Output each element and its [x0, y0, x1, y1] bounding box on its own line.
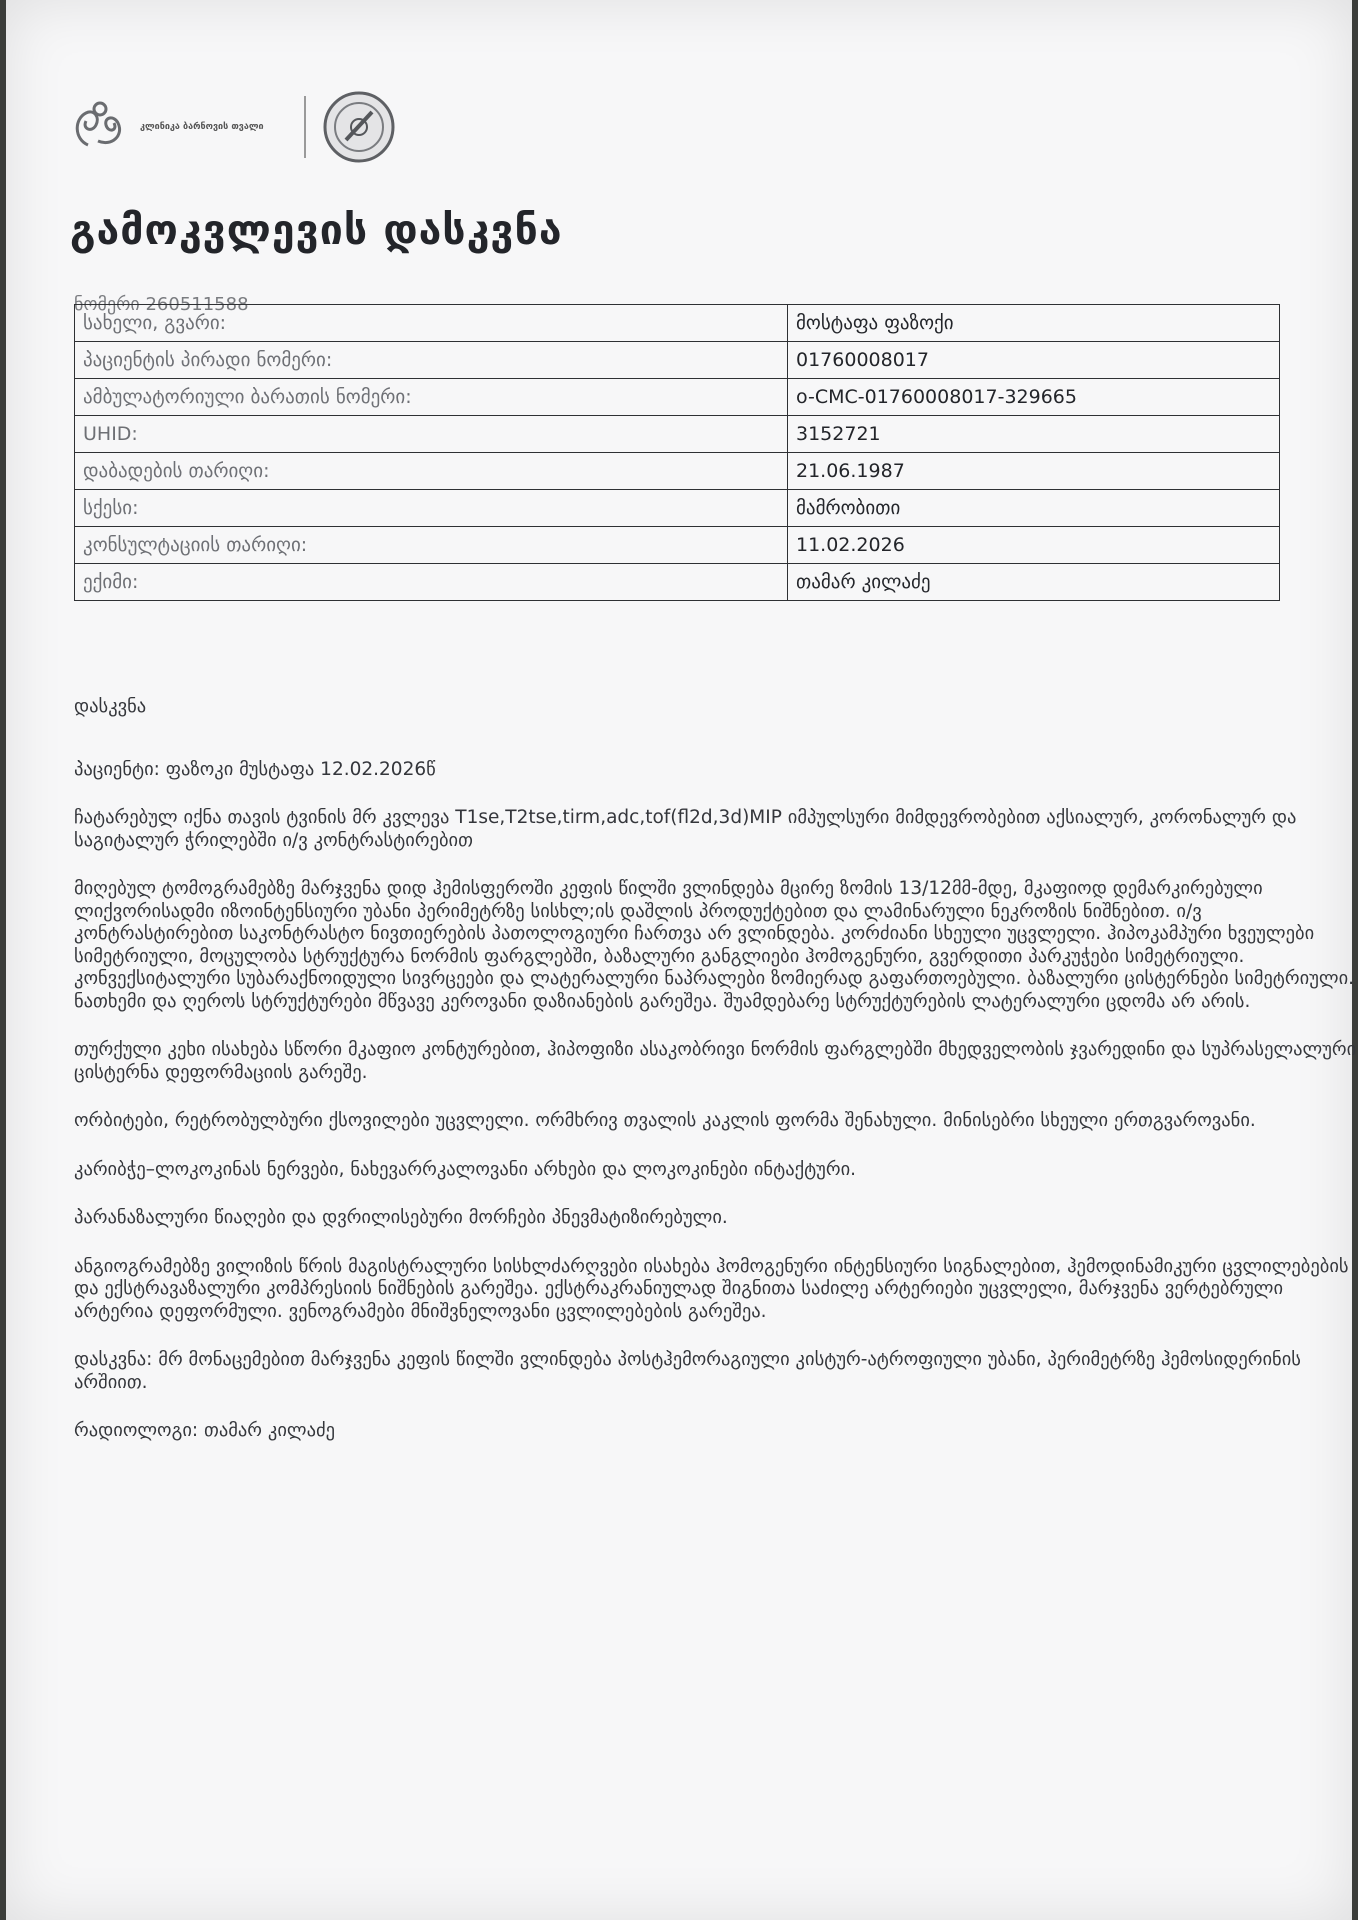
patient-info-row — [75, 379, 1280, 416]
patient-line: პაციენტი: ფაზოკი მუსტაფა 12.02.2026წ — [74, 758, 436, 780]
patient-info-label: დაბადების თარიღი: — [75, 453, 788, 490]
patient-info-label: ექიმი: — [75, 564, 788, 601]
clinic-emblem-icon — [68, 95, 132, 159]
patient-info-row — [75, 453, 1280, 490]
patient-info-label: სახელი, გვარი: — [75, 305, 788, 342]
patient-info-label: კონსულტაციის თარიღი: — [75, 527, 788, 564]
patient-info-label: UHID: — [75, 416, 788, 453]
report-body — [74, 696, 1358, 1469]
patient-info-value: მოსტაფა ფაზოქი — [788, 305, 1280, 342]
patient-info-row — [75, 490, 1280, 527]
report-paragraph: ჩატარებულ იქნა თავის ტვინის მრ კვლევა T1se,T2tse,tirm,adc,tof(fl2d,3d)MIP იმპულსური მიმდევრობებით აქსიალურ, კორონალურ და საგიტალურ ჭრილებში ი/ვ კონტრასტირებით — [74, 807, 1297, 851]
clinic-seal-icon — [322, 90, 396, 164]
patient-info-value: 01760008017 — [788, 342, 1280, 379]
patient-info-row — [75, 416, 1280, 453]
report-paragraph: ორბიტები, რეტრობულბური ქსოვილები უცვლელი. ორმხრივ თვალის კაკლის ფორმა შენახული. მინისებრი სხეული ერთგვაროვანი. — [74, 1110, 1256, 1131]
document-number: ნომერი 260511588 — [74, 294, 249, 315]
patient-info-table — [74, 304, 1280, 601]
patient-info-row — [75, 564, 1280, 601]
report-paragraph: ანგიოგრამებზე ვილიზის წრის მაგისტრალური სისხლძარღვები ისახება ჰომოგენური ინტენსიური სიგნალებით, ჰემოდინამიკური ცვლილებების და ექსტრავაზალური კომპრესიის ნიშნების გარეშეა. ექსტრაკრანიულად შიგნითა საძილე არტერიები უცვლელი, მარჯვენა ვერტებრული არტერია დეფორმული. ვენოგრამები მნიშვნელოვანი ცვლილებების გარეშეა. — [74, 1255, 1349, 1322]
radiologist-signature: რადიოლოგი: თამარ კილაძე — [74, 1420, 336, 1441]
patient-info-value: o-CMC-01760008017-329665 — [788, 379, 1280, 416]
logo-divider — [304, 96, 306, 158]
section-title: დასკვნა — [74, 696, 147, 717]
patient-info-value: 21.06.1987 — [788, 453, 1280, 490]
report-paragraph: მიღებულ ტომოგრამებზე მარჯვენა დიდ ჰემისფეროში კეფის წილში ვლინდება მცირე ზომის 13/12მმ-მდე, მკაფიოდ დემარკირებული ლიქვორისადმი იზოინტენსიური უბანი პერიმეტრზე სისხლ;ის დაშლის პროდუქტებით და ლამინარული ნეკროზის ნიშნებით. ი/ვ კონტრასტირებით საკონტრასტო ნივთიერების პათოლოგიური ჩართვა არ ვლინდება. კორძიანი სხეული უცვლელი. ჰიპოკამპური ხვეულები სიმეტრიული, მოცულობა სტრუქტურა ნორმის ფარგლებში, ბაზალური განგლიები ჰომოგენური, გვერდითი პარკუჭები სიმეტრიული. კონვექსიტალური სუბარაქნოიდული სივრცეები და ლატერალური ნაპრალები ზომიერად გაფართოებული. ბაზალური ცისტერნები სიმეტრიული. ნათხემი და ღეროს სტრუქტურები მწვავე კეროვანი დაზიანების გარეშეა. შუამდებარე სტრუქტურების ლატერალური ცდომა არ არის. — [74, 878, 1355, 1012]
patient-info-label: პაციენტის პირადი ნომერი: — [75, 342, 788, 379]
patient-info-value: მამრობითი — [788, 490, 1280, 527]
patient-info-row — [75, 342, 1280, 379]
patient-info-row — [75, 305, 1280, 342]
clinic-logo-text: კლინიკა ბარნოვის თვალი — [140, 121, 264, 132]
document-title: გამოკვლევის დასკვნა — [70, 206, 563, 254]
patient-info-row — [75, 527, 1280, 564]
patient-info-value: 3152721 — [788, 416, 1280, 453]
patient-info-label: ამბულატორიული ბარათის ნომერი: — [75, 379, 788, 416]
report-paragraph: პარანაზალური წიაღები და დვრილისებური მორჩები პნევმატიზირებული. — [74, 1207, 728, 1228]
report-paragraph: კარიბჭე–ლოკოკინას ნერვები, ნახევარრკალოვანი არხები და ლოკოკინები ინტაქტური. — [74, 1158, 857, 1180]
report-conclusion: დასკვნა: მრ მონაცემებით მარჯვენა კეფის წილში ვლინდება პოსტჰემორაგიული კისტურ-ატროფიული უბანი, პერიმეტრზე ჰემოსიდერინის არშიით. — [74, 1349, 1301, 1393]
patient-info-value: თამარ კილაძე — [788, 564, 1280, 601]
report-paragraph: თურქული კეხი ისახება სწორი მკაფიო კონტურებით, ჰიპოფიზი ასაკობრივი ნორმის ფარგლებში მხედველობის ჯვარედინი და სუპრასელალური ცისტერნა დეფორმაციის გარეშე. — [74, 1039, 1357, 1083]
clinic-logo — [68, 92, 396, 162]
patient-info-value: 11.02.2026 — [788, 527, 1280, 564]
document-page — [6, 0, 1357, 1920]
patient-info-label: სქესი: — [75, 490, 788, 527]
